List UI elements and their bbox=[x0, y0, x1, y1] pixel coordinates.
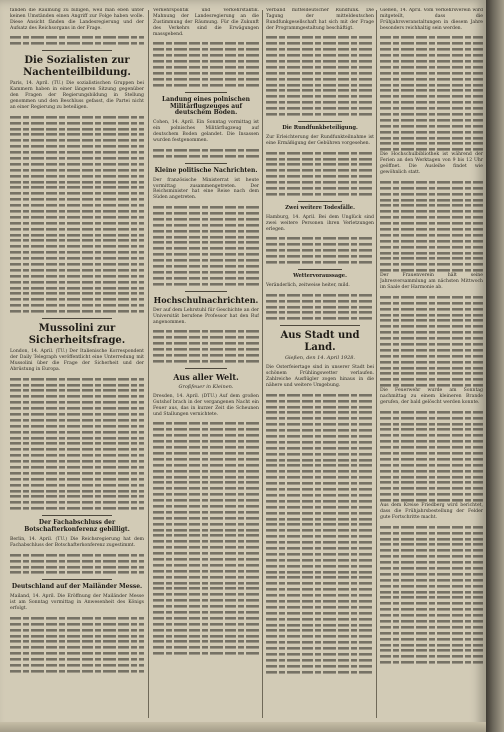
text-line bbox=[10, 668, 144, 674]
headline-militaerflugzeug: Landung eines polnischen Militärflugzeuges auf deutschem Boden. bbox=[161, 95, 251, 117]
text-line bbox=[153, 650, 259, 656]
divider bbox=[185, 368, 227, 369]
headline-mussolini: Mussolini zur Sicherheitsfrage. bbox=[28, 323, 126, 346]
divider bbox=[185, 163, 227, 164]
article-body: Der französische Ministerrat ist heute vormittag zusammengetreten. Der Reichsminister hat eine Reise nach dem Süden angetreten. bbox=[153, 177, 259, 201]
article-body: Veränderlich, zeitweise heiter, mild. bbox=[266, 283, 350, 289]
article-body: Berlin, 14. April. (TU.) Die Reichsregierung hat dem Fachabschluss der Botschafterkonferenz zugestimmt. bbox=[10, 537, 144, 549]
text-line bbox=[153, 153, 259, 159]
headline-todesfaelle: Zwei weitere Todesfälle. bbox=[285, 205, 355, 211]
divider bbox=[42, 50, 112, 51]
headline-stadt-und-land: Aus Stadt und Land. bbox=[280, 330, 360, 353]
article-body: Die Feuerwehr wurde am Sonntag nachmittag zu einem kleineren Brande gerufen, der bald gelöscht werden konnte. bbox=[380, 388, 483, 406]
article-body: Aus dem Kreise Friedberg wird berichtet, dass die Frühjahrsbestellung der Felder gute Fortschritte macht. bbox=[380, 503, 483, 521]
headline-aus-aller-welt: Aus aller Welt. bbox=[173, 371, 239, 382]
text-line bbox=[153, 358, 259, 364]
text-line bbox=[266, 191, 374, 197]
article-body: Cohen, 14. April. Ein Sonntag vormittag ist ein polnisches Militärflugzeug auf deutschem Boden gelandet. Die Insassen wurden festgenommen. bbox=[153, 120, 259, 144]
headline-hochschulnachrichten: Hochschulnachrichten. bbox=[153, 294, 259, 305]
column-1-top-text: fänden die Räumung zu billigen, weil man eben unter keinen Umständen einen Angriff zur Folge haben wolle. Diese Ansicht fänden die Landesregierung und der Aufsatz des Reichsorgans in der Frage. bbox=[10, 8, 144, 31]
article-body: Mailand, 14. April. Die Eröffnung der Mailänder Messe ist am Sonntag vormittag in Anwesenheit des Königs erfolgt. bbox=[10, 594, 144, 612]
adjacent-page-edge bbox=[486, 0, 504, 732]
divider bbox=[42, 515, 112, 516]
headline-mailaender-messe: Deutschland auf der Mailänder Messe. bbox=[11, 583, 143, 591]
article-body: London, 14. April. (TU.) Der Italienische Korrespondent der Daily Telegraph veröffentlicht eine Unterredung mit Mussolini über die Frage der Sicherheit und der Abrüstung in Europa. bbox=[10, 349, 144, 372]
column-1 bbox=[10, 8, 144, 720]
subheadline-grossfeuer: Großfeuer in Kleinen. bbox=[178, 384, 234, 391]
divider bbox=[280, 325, 360, 326]
article-body: Hamburg, 14. April. Bei dem Unglück sind zwei weitere Personen ihren Verletzungen erlegen. bbox=[266, 214, 374, 232]
headline-rundfunk: Die Rundfunkbeteiligung. bbox=[282, 125, 358, 132]
page-bottom-edge bbox=[0, 722, 486, 732]
divider bbox=[42, 318, 112, 319]
dateline: Gießen, den 14. April 1928. bbox=[284, 355, 356, 362]
article-body: Der Frauenverein hält seine Jahresversammlung am nächsten Mittwoch im Saale der Harmonie ab. bbox=[380, 273, 483, 291]
divider bbox=[298, 269, 342, 270]
column-rule bbox=[148, 10, 149, 718]
article-body: Die Osterfeiertage sind in unserer Stadt bei schönem Frühlingswetter verlaufen. Zahlreiche Ausflügler zogen hinaus in die nähere und weitere Umgebung. bbox=[266, 365, 374, 389]
column-2-top-text: Verkehrspolitik und Verkehrstaktik. Mahnung der Landesregierung an die Zustimmung der Räumung. Für die Zukunft des Verkehrs sind die Erwägungen massgebend. bbox=[153, 8, 259, 37]
column-3 bbox=[266, 8, 374, 720]
headline-kleine-nachrichten: Kleine politische Nachrichten. bbox=[154, 166, 258, 174]
article-body: Die Hochschulbibliothek ist während der Ferien an den Werktagen von 9 bis 12 Uhr geöffnet. Die Ausleihe findet wie gewöhnlich statt. bbox=[380, 152, 483, 176]
headline-wettervoraussage: Wettervoraussage. bbox=[293, 273, 347, 280]
divider bbox=[298, 121, 342, 122]
column-rule bbox=[262, 10, 263, 718]
headline-sozialisten: Die Sozialisten zur Nachenteilbildung. bbox=[23, 55, 131, 78]
text-line bbox=[153, 82, 259, 88]
divider bbox=[185, 291, 227, 292]
text-line bbox=[266, 111, 374, 117]
text-line bbox=[380, 659, 483, 665]
text-line bbox=[266, 669, 374, 675]
column-4 bbox=[380, 8, 483, 720]
text-line bbox=[10, 41, 144, 47]
divider bbox=[298, 201, 342, 202]
text-line bbox=[266, 259, 374, 265]
text-line bbox=[266, 316, 374, 322]
article-body: Der auf dem Lehrstuhl für Geschichte an der Universität berufene Professor hat den Ruf angenommen. bbox=[153, 307, 259, 325]
article-body: Paris, 14. April. (TU.) Die sozialistischen Gruppen bei Kammern haben in einer längeren Sitzung gegenüber den Fragen der Regierungsbildung in Stellung genommen und den Beschluss gefasst, die Partei nicht an einer Regierung zu beteiligen. bbox=[10, 81, 144, 111]
text-line bbox=[10, 570, 144, 576]
column-3-top-text: Verband mitteldeutscher Rundfunk. Die Tagung der mitteldeutschen Rundfunkgesellschaft hat sich mit der Frage der Programmgestaltung beschäftigt. bbox=[266, 8, 374, 31]
text-line bbox=[153, 281, 259, 287]
article-body: Zur Erleichterung der Rundfunkteilnahme ist eine Ermäßigung der Gebühren vorgesehen. bbox=[266, 135, 374, 146]
text-line bbox=[10, 505, 144, 511]
headline-botschafterkonferenz: Der Fachabschluss der Botschafterkonferenz gebilligt. bbox=[24, 519, 130, 534]
divider bbox=[185, 92, 227, 93]
column-rule bbox=[376, 10, 377, 718]
divider bbox=[42, 579, 112, 580]
article-body: Dresden, 14. April. (DTU.) Auf dem großen Gutshof brach in der vergangenen Nacht ein Feuer aus, das in kurzer Zeit die Scheunen und Stallungen vernichtete. bbox=[153, 394, 259, 417]
text-line bbox=[10, 308, 144, 314]
column-4-top-text: Gießen, 14. April. Vom Verkehrsverein wird mitgeteilt, dass die Frühjahrsveranstaltungen in diesem Jahre besonders reichhaltig sein werden. bbox=[380, 8, 483, 31]
column-2 bbox=[153, 8, 259, 720]
